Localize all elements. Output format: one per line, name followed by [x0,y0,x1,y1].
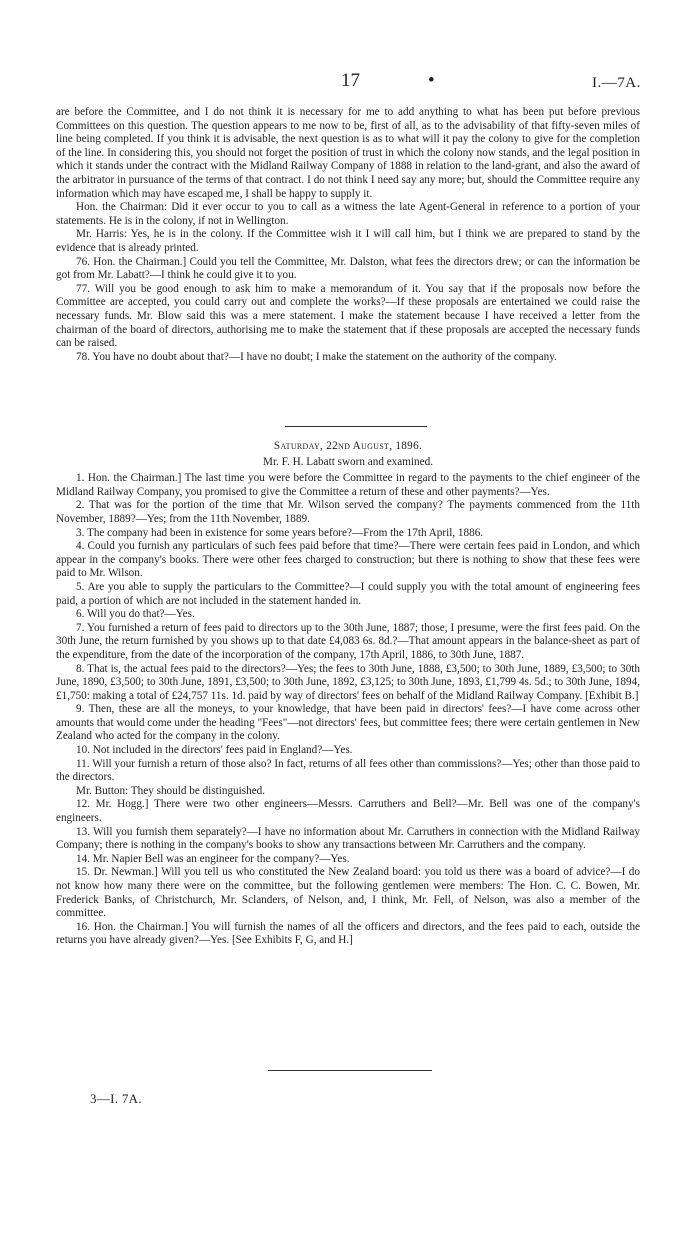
signature-mark: 3—I. 7A. [90,1091,142,1106]
question-paragraph: 11. Will your furnish a return of those also? In fact, returns of all fees other than commissions?—Yes; other than those paid to the directors. [56,757,640,784]
question-paragraph: 6. Will you do that?—Yes. [76,608,195,621]
evidence-continuation [56,106,640,364]
end-divider [268,1070,432,1071]
question-paragraph: 12. Mr. Hogg.] There were two other engineers—Messrs. Carruthers and Bell?—Mr. Bell was one of the company's engineers. [56,798,640,825]
question-paragraph: 9. Then, these are all the moneys, to your knowledge, that have been paid in directors' fees?—I have come across other amounts that would come under the heading "Fees"—not directors' fees, but committee fees; there were certain gentlemen in New Zealand who acted for the company in the colony. [56,703,640,743]
paragraph: Hon. the Chairman: Did it ever occur to you to call as a witness the late Agent-General in reference to a portion of your statements. He is in the colony, if not in Wellington. [56,201,640,227]
paragraph: Mr. Harris: Yes, he is in the colony. If the Committee wish it I will call him, but I think we are prepared to stand by the evidence that is already printed. [56,228,640,254]
question-paragraph: 13. Will you furnish them separately?—I have no information about Mr. Carruthers in connection with the Midland Railway Company; there is nothing in the company's books to show any transactions between Mr. Carruthers and the company. [56,825,640,852]
question-paragraph: 10. Not included in the directors' fees paid in England?—Yes. [76,744,353,757]
question-paragraph: 1. Hon. the Chairman.] The last time you were before the Committee in regard to the payments to the chief engineer of the Midland Railway Company, you promised to give the Committee a return of these and other payments?—Yes. [56,472,640,498]
question-paragraph: 15. Dr. Newman.] Will you tell us who constituted the New Zealand board: you told us there was a board of advice?—I do not know how many there were on the committee, but the following gentlemen were members: The Hon. C. C. Bowen, Mr. Frederick Banks, of Christchurch, Mr. Sclanders, of Nelson, and, I think, Mr. Fell, of Nelson, was also a member of the committee. [56,866,640,920]
question-paragraph: 8. That is, the actual fees paid to the directors?—Yes; the fees to 30th June, 1888, £3,500; to 30th June, 1889, £3,500; to 30th June, 1890, £3,500; to 30th June, 1891, £3,500; to 30th June, 1892, £3,125; to 30th June, 1893, £1,799 4s. 5d.; to 30th June, 1894, £1,750: making a total of £24,757 11s. 1d. paid by way of directors' fees on behalf of the Midland Railway Company. [Exhibit B.] [56,662,640,702]
paragraph: 76. Hon. the Chairman.] Could you tell the Committee, Mr. Dalston, what fees the directors drew; or can the information be got from Mr. Labatt?—I think he could give it to you. [56,255,640,282]
paragraph: 77. Will you be good enough to ask him to make a memorandum of it. You say that if the proposals now before the Committee are accepted, you could carry out and complete the works?—If these proposals are entertained we could raise the necessary funds. Mr. Blow said this was a mere statement. I make the statement because I have received a letter from the chairman of the board of directors, authorising me to make the statement that if these proposals are accepted the necessary funds can be raised. [56,282,640,350]
page-number: 17 [341,70,360,91]
question-paragraph: 16. Hon. the Chairman.] You will furnish the names of all the officers and directors, and the fees paid to each, outside the returns you have already given?—Yes. [See Exhibits F, G, and H.] [56,920,640,947]
question-paragraph: 2. That was for the portion of the time that Mr. Wilson served the company? The payments commenced from the 11th November, 1889?—Yes; from the 11th November, 1889. [56,499,640,525]
question-paragraph: Mr. Button: They should be distinguished. [76,784,266,797]
paragraph: 78. You have no doubt about that?—I have no doubt; I make the statement on the authority of the company. [76,350,557,363]
question-paragraph: 5. Are you able to supply the particulars to the Committee?—I could supply you with the total amount of engineering fees paid, a portion of which are not included in the statement handed in. [56,580,640,607]
question-paragraph: 7. You furnished a return of fees paid to directors up to the 30th June, 1887; those, I presume, were the first fees paid. On the 30th June, the return furnished by you shows up to that date £4,083 6s. 8d.?—That amount appears in the balance-sheet as part of the expenditure, from the date of the incorporation of the company, 17th April, 1886, to 30th June, 1887. [56,621,640,661]
witness-heading: Mr. F. H. Labatt sworn and examined. [263,455,433,468]
session-date: Saturday, 22nd August, 1896. [273,440,423,452]
paragraph: are before the Committee, and I do not think it is necessary for me to add anything to what has been put before previous Committees on this question. The question appears to me now to be, first of all, as to the advisability of that fifty-seven miles of line being completed. If you think it is advisable, the next question is as to what will it pay the colony to give for the completion of the line. In considering this, you should not forget the position of trust in which the colony now stands, and the legal position in which it stands under the contract with the Midland Railway Company of 1888 in relation to the land-grant, and also the award of the arbitrator in pursuance of the terms of that contract. I do not think I need say any more; but, should the Committee require any information which may have escaped me, I shall be happy to supply it. [56,106,640,200]
question-paragraph: 4. Could you furnish any particulars of such fees paid before that time?—There were certain fees paid in London, and which appear in the company's books. There were other fees charged to construction; but there is nothing to show that these fees were paid to Mr. Wilson. [56,540,640,580]
question-paragraph: 3. The company had been in existence for some years before?—From the 17th April, 1886. [76,526,484,539]
header-dot: • [428,70,435,91]
question-paragraph: 14. Mr. Napier Bell was an engineer for the company?—Yes. [76,852,350,865]
document-reference: I.—7A. [592,75,641,91]
session-section [56,440,640,948]
section-divider [285,426,427,427]
